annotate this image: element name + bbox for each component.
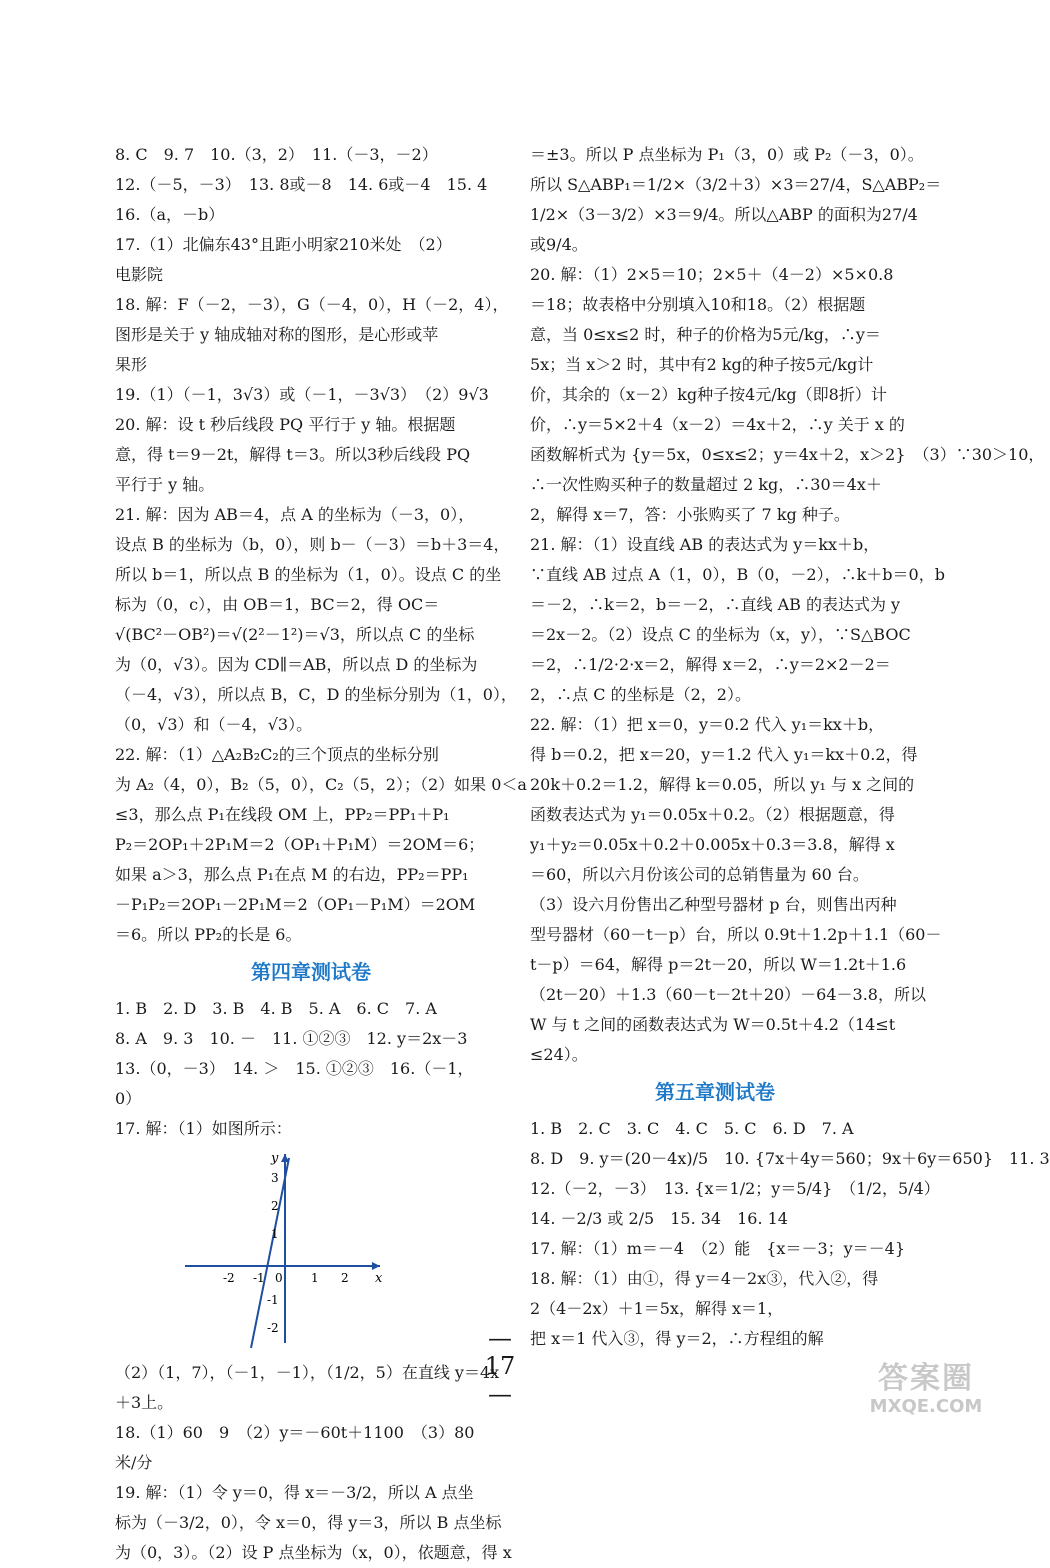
right-text-block <box>530 140 1045 1070</box>
text-line: 得 b＝0.2，把 x＝20，y＝1.2 代入 y₁＝kx＋0.2，得 <box>530 745 918 764</box>
x-tick-label: 1 <box>311 1271 319 1285</box>
watermark-url: MXQE.COM <box>869 1396 983 1417</box>
text-line: 标为（－3/2，0），令 x＝0，得 y＝3，所以 B 点坐标 <box>115 1513 502 1532</box>
x-tick-label: -2 <box>223 1271 235 1285</box>
text-line: 2，∴点 C 的坐标是（2，2）。 <box>530 685 751 704</box>
watermark-text: 答案圈 <box>878 1361 974 1396</box>
chapter4-title: 第四章测试卷 <box>251 960 371 984</box>
x-axis-arrow <box>372 1262 380 1270</box>
text-line: 为（0，3）。（2）设 P 点坐标为（x，0），依题意，得 x <box>115 1543 512 1562</box>
text-line: 18.（1）60 9 （2）y＝－60t＋1100 （3）80 <box>115 1423 475 1442</box>
text-line: 12.（－2，－3） 13. {x＝1/2；y＝5/4} （1/2，5/4） <box>530 1179 940 1198</box>
text-line: 型号器材（60－t－p）台，所以 0.9t＋1.2p＋1.1（60－ <box>530 925 942 944</box>
text-line: 把 x＝1 代入③，得 y＝2，∴方程组的解 <box>530 1329 824 1348</box>
text-line: 0） <box>115 1089 142 1108</box>
chapter4-text-block <box>115 994 507 1144</box>
text-line: 2，解得 x＝7，答：小张购买了 7 kg 种子。 <box>530 505 850 524</box>
x-axis-label: x <box>375 1271 383 1286</box>
y-axis-label: y <box>271 1151 279 1166</box>
text-line: 所以 S△ABP₁＝1/2×（3/2＋3）×3＝27/4，S△ABP₂＝ <box>530 175 942 194</box>
text-line: 16.（a，－b） <box>115 205 225 224</box>
text-line: 8. C 9. 7 10.（3，2） 11.（－3，－2） <box>115 145 438 164</box>
text-line: W 与 t 之间的函数表达式为 W＝0.5t＋4.2（14≤t <box>530 1015 896 1034</box>
text-line: P₂＝2OP₁＋2P₁M＝2（OP₁＋P₁M）＝2OM＝6； <box>115 835 485 854</box>
text-line: （－4，√3），所以点 B，C，D 的坐标分别为（1，0）， <box>115 685 517 704</box>
coordinate-graph <box>175 1148 385 1348</box>
text-line: ＝2，∴1/2·2·x＝2，解得 x＝2，∴y＝2×2－2＝ <box>530 655 891 674</box>
chapter5-title: 第五章测试卷 <box>655 1080 775 1104</box>
text-line: ＝－2，∴k＝2，b＝－2，∴直线 AB 的表达式为 y <box>530 595 901 614</box>
text-line: 1/2×（3－3/2）×3＝9/4。所以△ABP 的面积为27/4 <box>530 205 918 224</box>
text-line: 19.（1）（－1，3√3）或（－1，－3√3） （2）9√3 <box>115 385 489 404</box>
text-line: 8. A 9. 3 10. － 11. ①②③ 12. y＝2x－3 <box>115 1029 468 1048</box>
text-line: 19. 解：（1）令 y＝0，得 x＝－3/2，所以 A 点坐 <box>115 1483 474 1502</box>
text-line: 1. B 2. C 3. C 4. C 5. C 6. D 7. A <box>530 1119 854 1138</box>
text-line: ＝±3。所以 P 点坐标为 P₁（3，0）或 P₂（－3，0）。 <box>530 145 924 164</box>
text-line: －P₁P₂＝2OP₁－2P₁M＝2（OP₁－P₁M）＝2OM <box>115 895 476 914</box>
page-number: — 17 — <box>484 1324 516 1408</box>
x-tick-label: 0 <box>275 1271 283 1285</box>
text-line: 标为（0，c），由 OB＝1，BC＝2，得 OC＝ <box>115 595 440 614</box>
text-line: ∵直线 AB 过点 A（1，0），B（0，－2），∴k＋b＝0，b <box>530 565 945 584</box>
chapter4-after-graph-block <box>115 1358 512 1568</box>
text-line: 电影院 <box>115 265 164 284</box>
chapter5-text-block <box>530 1114 1050 1354</box>
text-line: 18. 解：（1）由①，得 y＝4－2x③，代入②，得 <box>530 1269 879 1288</box>
y-tick-label: 2 <box>271 1199 279 1213</box>
text-line: 17.（1）北偏东43°且距小明家210米处 （2） <box>115 235 452 254</box>
text-line: 米/分 <box>115 1453 153 1472</box>
y-tick-label: 1 <box>271 1227 279 1241</box>
left-text-block <box>115 140 527 950</box>
text-line: 17. 解：（1）m＝－4 （2）能 {x＝－3；y＝－4} <box>530 1239 906 1258</box>
text-line: ≤3，那么点 P₁在线段 OM 上，PP₂＝PP₁＋P₁ <box>115 805 450 824</box>
y-tick-label: -2 <box>267 1321 279 1335</box>
text-line: 所以 b＝1，所以点 B 的坐标为（1，0）。设点 C 的坐 <box>115 565 502 584</box>
text-line: （3）设六月份售出乙种型号器材 p 台，则售出丙种 <box>530 895 897 914</box>
text-line: t－p）＝64，解得 p＝2t－20，所以 W＝1.2t＋1.6 <box>530 955 907 974</box>
text-line: 如果 a＞3，那么点 P₁在点 M 的右边，PP₂＝PP₁ <box>115 865 469 884</box>
text-line: 1. B 2. D 3. B 4. B 5. A 6. C 7. A <box>115 999 437 1018</box>
text-line: 价，∴y＝5×2＋4（x－2）＝4x＋2，∴y 关于 x 的 <box>530 415 905 434</box>
text-line: 22. 解：（1）把 x＝0，y＝0.2 代入 y₁＝kx＋b， <box>530 715 885 734</box>
text-line: ＝18；故表格中分别填入10和18。（2）根据题 <box>530 295 866 314</box>
y-tick-label: 3 <box>271 1171 279 1185</box>
text-line: 或9/4。 <box>530 235 588 254</box>
text-line: ＝6。所以 PP₂的长是 6。 <box>115 925 302 944</box>
text-line: （2）（1，7），（－1，－1），（1/2，5）在直线 y＝4x <box>115 1363 500 1382</box>
text-line: 22. 解：（1）△A₂B₂C₂的三个顶点的坐标分别 <box>115 745 439 764</box>
text-line: （2t－20）＋1.3（60－t－2t＋20）－64－3.8，所以 <box>530 985 926 1004</box>
y-tick-label: -1 <box>267 1293 279 1307</box>
text-line: 13.（0，－3） 14. ＞ 15. ①②③ 16.（－1， <box>115 1059 474 1078</box>
right-column <box>530 140 1050 1354</box>
text-line: ＝60，所以六月份该公司的总销售量为 60 台。 <box>530 865 869 884</box>
graph-line <box>251 1158 289 1348</box>
text-line: 20. 解：设 t 秒后线段 PQ 平行于 y 轴。根据题 <box>115 415 456 434</box>
text-line: 设点 B 的坐标为（b，0），则 b－（－3）＝b＋3＝4， <box>115 535 510 554</box>
text-line: 21. 解：（1）设直线 AB 的表达式为 y＝kx＋b， <box>530 535 880 554</box>
text-line: 函数表达式为 y₁＝0.05x＋0.2。（2）根据题意，得 <box>530 805 895 824</box>
text-line: （0，√3）和（－4，√3）。 <box>115 715 313 734</box>
text-line: 12.（－5，－3） 13. 8或－8 14. 6或－4 15. 4 <box>115 175 488 194</box>
text-line: 价，其余的（x－2）kg种子按4元/kg（即8折）计 <box>530 385 887 404</box>
text-line: 意，得 t＝9－2t，解得 t＝3。所以3秒后线段 PQ <box>115 445 471 464</box>
text-line: y₁＋y₂＝0.05x＋0.2＋0.005x＋0.3＝3.8，解得 x <box>530 835 895 854</box>
text-line: 17. 解：（1）如图所示： <box>115 1119 292 1138</box>
text-line: 8. D 9. y＝(20－4x)/5 10. {7x＋4y＝560；9x＋6y＝650} 11. 3 <box>530 1149 1050 1168</box>
text-line: 函数解析式为 {y＝5x，0≤x≤2；y＝4x＋2，x＞2} （3）∵30＞10， <box>530 445 1045 464</box>
x-tick-label: 2 <box>341 1271 349 1285</box>
text-line: ＝2x－2。（2）设点 C 的坐标为（x，y），∵S△BOC <box>530 625 911 644</box>
text-line: 20k＋0.2＝1.2，解得 k＝0.05，所以 y₁ 与 x 之间的 <box>530 775 915 794</box>
text-line: 20. 解：（1）2×5＝10；2×5＋（4－2）×5×0.8 <box>530 265 894 284</box>
text-line: ＋3上。 <box>115 1393 174 1412</box>
text-line: 18. 解：F（－2，－3），G（－4，0），H（－2，4）， <box>115 295 509 314</box>
text-line: 意，当 0≤x≤2 时，种子的价格为5元/kg，∴y＝ <box>530 325 881 344</box>
text-line: 果形 <box>115 355 148 374</box>
text-line: ∴一次性购买种子的数量超过 2 kg，∴30＝4x＋ <box>530 475 882 494</box>
left-column <box>115 140 527 1568</box>
text-line: 图形是关于 y 轴成轴对称的图形，是心形或苹 <box>115 325 439 344</box>
text-line: 平行于 y 轴。 <box>115 475 215 494</box>
watermark-logo <box>862 1362 990 1422</box>
text-line: 为（0，√3）。因为 CD∥＝AB，所以点 D 的坐标为 <box>115 655 478 674</box>
text-line: 14. －2/3 或 2/5 15. 34 16. 14 <box>530 1209 788 1228</box>
x-tick-label: -1 <box>253 1271 265 1285</box>
text-line: 5x；当 x＞2 时，其中有2 kg的种子按5元/kg计 <box>530 355 874 374</box>
text-line: 21. 解：因为 AB＝4，点 A 的坐标为（－3，0）， <box>115 505 475 524</box>
text-line: 2（4－2x）＋1＝5x，解得 x＝1， <box>530 1299 784 1318</box>
text-line: 为 A₂（4，0），B₂（5，0），C₂（5，2）；（2）如果 0＜a <box>115 775 527 794</box>
text-line: √(BC²－OB²)＝√(2²－1²)＝√3，所以点 C 的坐标 <box>115 625 475 644</box>
text-line: ≤24）。 <box>530 1045 588 1064</box>
